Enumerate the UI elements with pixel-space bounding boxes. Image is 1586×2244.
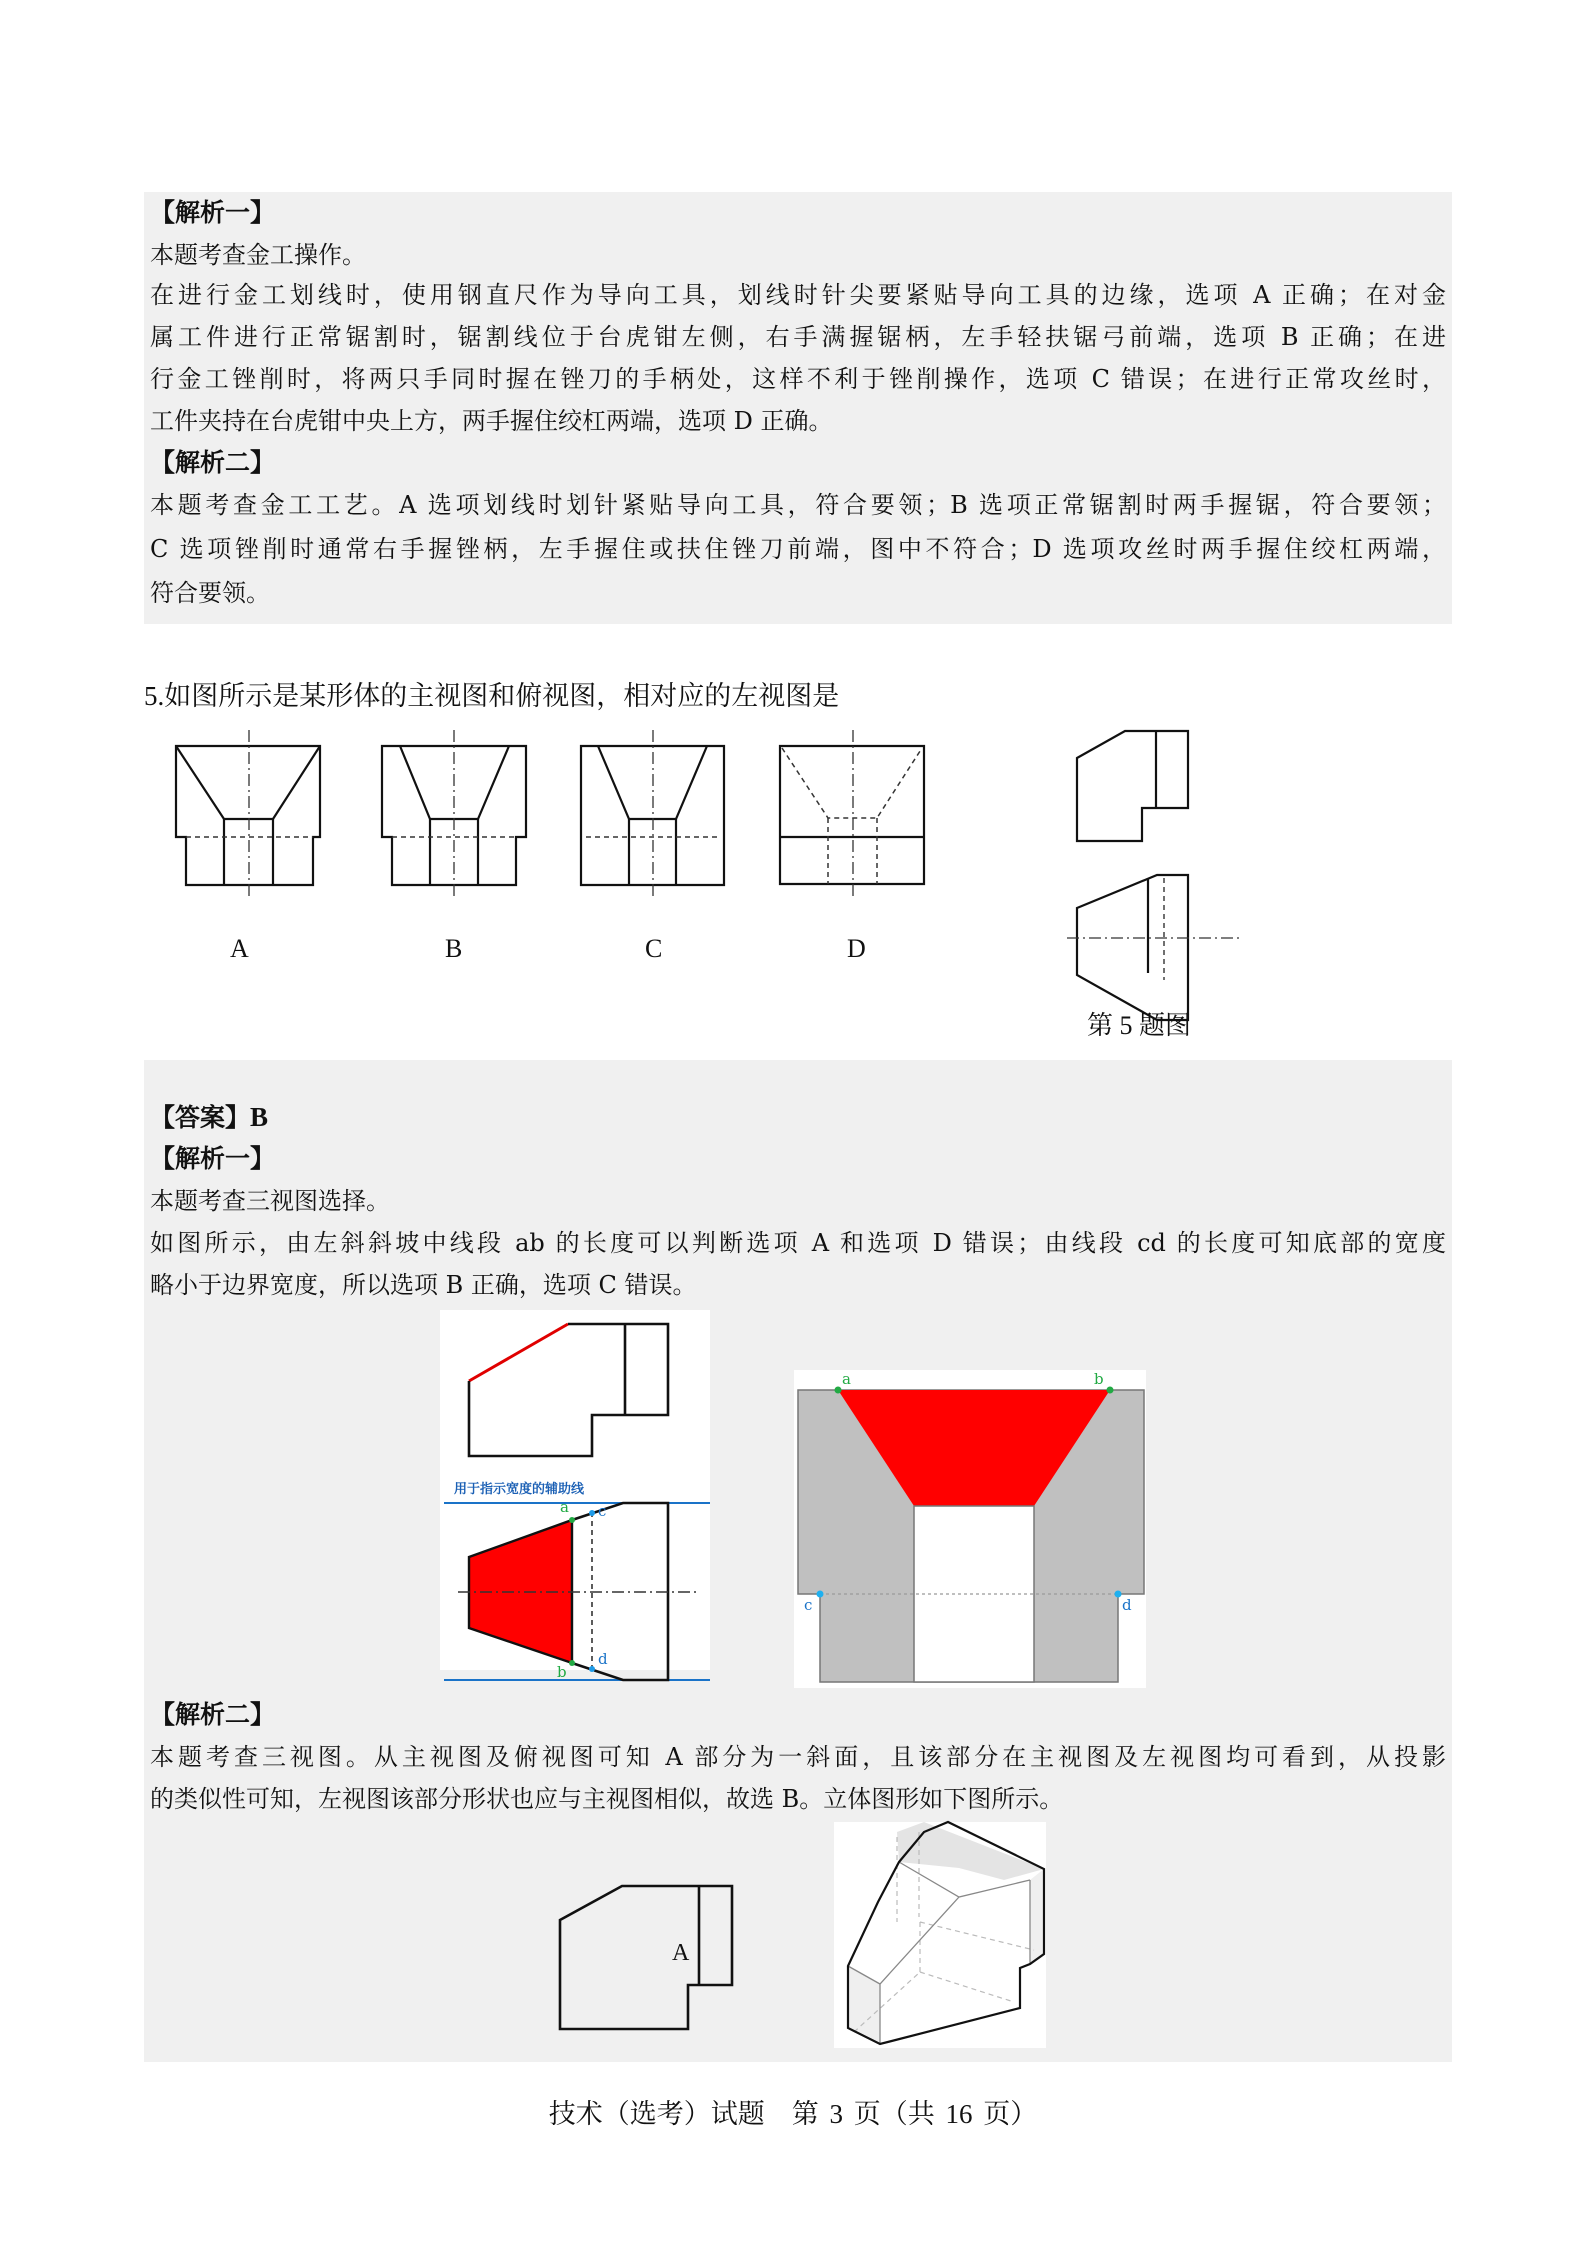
point-a-label: a [560, 1498, 569, 1516]
analysis-text: 本题考查金工工艺。A 选项划线时划针紧贴导向工具，符合要领；B 选项正常锯割时两手握锯，符合要领； [150, 491, 1446, 519]
answer-label: 【答案】 [150, 1103, 251, 1132]
point-b-label: b [1094, 1370, 1104, 1388]
analysis-block-q4 [144, 192, 1452, 624]
analysis-text: 工件夹持在台虎钳中央上方，两手握住绞杠两端，选项 D 正确。 [150, 407, 833, 435]
analysis-text: 在进行金工划线时，使用钢直尺作为导向工具，划线时针尖要紧贴导向工具的边缘，选项 A 正确；在对金 [150, 281, 1446, 309]
analysis-text: 本题考查三视图。从主视图及俯视图可知 A 部分为一斜面，且该部分在主视图及左视图均可看到，从投影 [150, 1743, 1446, 1771]
analysis-text: 本题考查三视图选择。 [150, 1187, 390, 1215]
answer-value: B [250, 1102, 269, 1132]
question-5-stem: 5.如图所示是某形体的主视图和俯视图，相对应的左视图是 [144, 681, 840, 711]
shaded-left-view-figure [794, 1370, 1146, 1688]
point-b-label: b [557, 1663, 567, 1681]
region-a-label: A [672, 1940, 690, 1966]
answer-block-q5 [144, 1060, 1452, 2062]
analysis-text: 属工件进行正常锯割时，锯割线位于台虎钳左侧，右手满握锯柄，左手轻扶锯弓前端，选项 B 正确；在进 [150, 323, 1446, 351]
option-d-drawing [780, 730, 940, 910]
analysis-text: C 选项锉削时通常右手握锉柄，左手握住或扶住锉刀前端，图中不符合；D 选项攻丝时两手握住绞杠两端， [150, 535, 1446, 563]
analysis-heading-2: 【解析二】 [150, 448, 276, 477]
analysis-heading-1: 【解析一】 [150, 198, 276, 227]
analysis-heading-1: 【解析一】 [150, 1144, 276, 1173]
option-a-drawing [170, 730, 330, 910]
analysis-heading-2: 【解析二】 [150, 1700, 276, 1729]
guide-line-annotation: 用于指示宽度的辅助线 [454, 1482, 585, 1497]
point-d-label: d [1122, 1596, 1132, 1614]
option-b-drawing [380, 730, 540, 910]
analysis-text: 符合要领。 [150, 579, 270, 607]
analysis-text: 如图所示，由左斜斜坡中线段 ab 的长度可以判断选项 A 和选项 D 错误；由线段 cd 的长度可知底部的宽度 [150, 1229, 1446, 1257]
point-c-label: c [598, 1502, 607, 1520]
point-a-label: a [842, 1370, 851, 1388]
question-5-given-views [1050, 680, 1250, 1000]
point-c-label: c [804, 1596, 813, 1614]
option-a-label: A [230, 934, 249, 963]
page-footer: 技术（选考）试题 第 3 页（共 16 页） [548, 2099, 1038, 2129]
figure-caption: 第 5 题图 [1087, 1011, 1192, 1040]
annotated-views-figure [440, 1310, 710, 1681]
option-d-label: D [847, 934, 866, 963]
analysis-text: 本题考查金工操作。 [150, 241, 366, 269]
analysis-text: 略小于边界宽度，所以选项 B 正确，选项 C 错误。 [150, 1271, 697, 1299]
analysis-text: 的类似性可知，左视图该部分形状也应与主视图相似，故选 B。立体图形如下图所示。 [150, 1785, 1064, 1813]
analysis-text: 行金工锉削时，将两只手同时握在锉刀的手柄处，这样不利于锉削操作，选项 C 错误；在进行正常攻丝时， [150, 365, 1446, 393]
point-d-label: d [598, 1650, 608, 1668]
option-c-label: C [645, 934, 663, 963]
option-c-drawing [580, 730, 740, 910]
isometric-3d-view [834, 1822, 1046, 2048]
option-b-label: B [445, 934, 463, 963]
answer-row [150, 1102, 268, 1133]
